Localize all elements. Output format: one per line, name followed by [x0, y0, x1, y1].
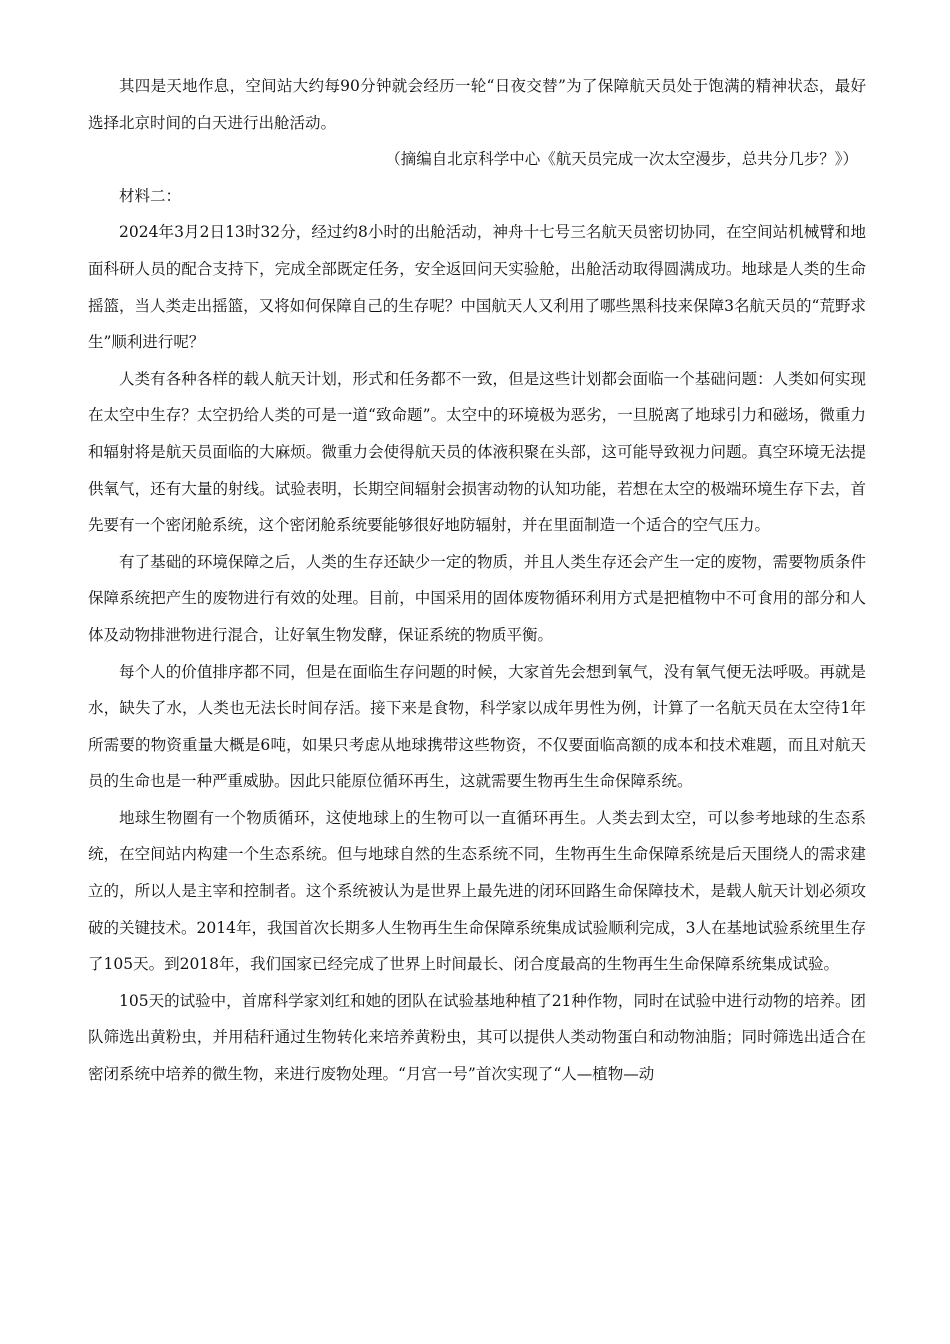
document-page: [88, 68, 866, 1093]
paragraph-waste-recycling: 有了基础的环境保障之后，人类的生存还缺少一定的物质，并且人类生存还会产生一定的废物，需要物质条件保障系统把产生的废物进行有效的处理。目前，中国采用的固体废物循环利用方式是把植物中不可食用的部分和人体及动物排泄物进行混合，让好氧生物发酵，保证系统的物质平衡。: [88, 552, 866, 644]
paragraph-oxygen-water-food: 每个人的价值排序都不同，但是在面临生存问题的时候，大家首先会想到氧气，没有氧气便无法呼吸。再就是水，缺失了水，人类也无法长时间存活。接下来是食物，科学家以成年男性为例，计算了一名航天员在太空待1年所需要的物资重量大概是6吨，如果只考虑从地球携带这些物资，不仅要面临高额的成本和技术难题，而且对航天员的生命也是一种严重威胁。因此只能原位循环再生，这就需要生物再生生命保障系统。: [88, 662, 866, 791]
paragraph-bioregenerative-system: 地球生物圈有一个物质循环，这使地球上的生物可以一直循环再生。人类去到太空，可以参考地球的生态系统，在空间站内构建一个生态系统。但与地球自然的生态系统不同，生物再生生命保障系统是后天围绕人的需求建立的，所以人是主宰和控制者。这个系统被认为是世界上最先进的闭环回路生命保障技术，是载人航天计划必须攻破的关键技术。2014年，我国首次长期多人生物再生生命保障系统集成试验顺利完成，3人在基地试验系统里生存了105天。到2018年，我们国家已经完成了世界上时间最长、闭合度最高的生物再生生命保障系统集成试验。: [88, 808, 866, 974]
paragraph-spacewalk-success: 2024年3月2日13时32分，经过约8小时的出舱活动，神舟十七号三名航天员密切协同，在空间站机械臂和地面科研人员的配合支持下，完成全部既定任务，安全返回问天实验舱，出舱活动取得圆满成功。地球是人类的生命摇篮，当人类走出摇篮，又将如何保障自己的生存呢？中国航天人又利用了哪些黑科技来保障3名航天员的“荒野求生”顺利进行呢？: [88, 223, 866, 352]
paragraph-day-night-schedule: 其四是天地作息，空间站大约每90分钟就会经历一轮“日夜交替”为了保障航天员处于饱满的精神状态，最好选择北京时间的白天进行出舱活动。: [88, 77, 866, 132]
source-citation: （摘编自北京科学中心《航天员完成一次太空漫步，总共分几步？》）: [385, 150, 858, 169]
paragraph-105-day-experiment: 105天的试验中，首席科学家刘红和她的团队在试验基地种植了21种作物，同时在试验中进行动物的培养。团队筛选出黄粉虫，并用秸秆通过生物转化来培养黄粉虫，其可以提供人类动物蛋白和动物油脂；同时筛选出适合在密闭系统中培养的微生物，来进行废物处理。“月宫一号”首次实现了“人—植物—动: [88, 991, 866, 1084]
material-two-label: 材料二：: [119, 186, 182, 205]
paragraph-survival-problem: 人类有各种各样的载人航天计划，形式和任务都不一致，但是这些计划都会面临一个基础问题：人类如何实现在太空中生存？太空扔给人类的可是一道“致命题”。太空中的环境极为恶劣，一旦脱离了地球引力和磁场，微重力和辐射将是航天员面临的大麻烦。微重力会使得航天员的体液积聚在头部，这可能导致视力问题。真空环境无法提供氧气，还有大量的射线。试验表明，长期空间辐射会损害动物的认知功能，若想在太空的极端环境生存下去，首先要有一个密闭舱系统，这个密闭舱系统要能够很好地防辐射，并在里面制造一个适合的空气压力。: [88, 369, 866, 535]
